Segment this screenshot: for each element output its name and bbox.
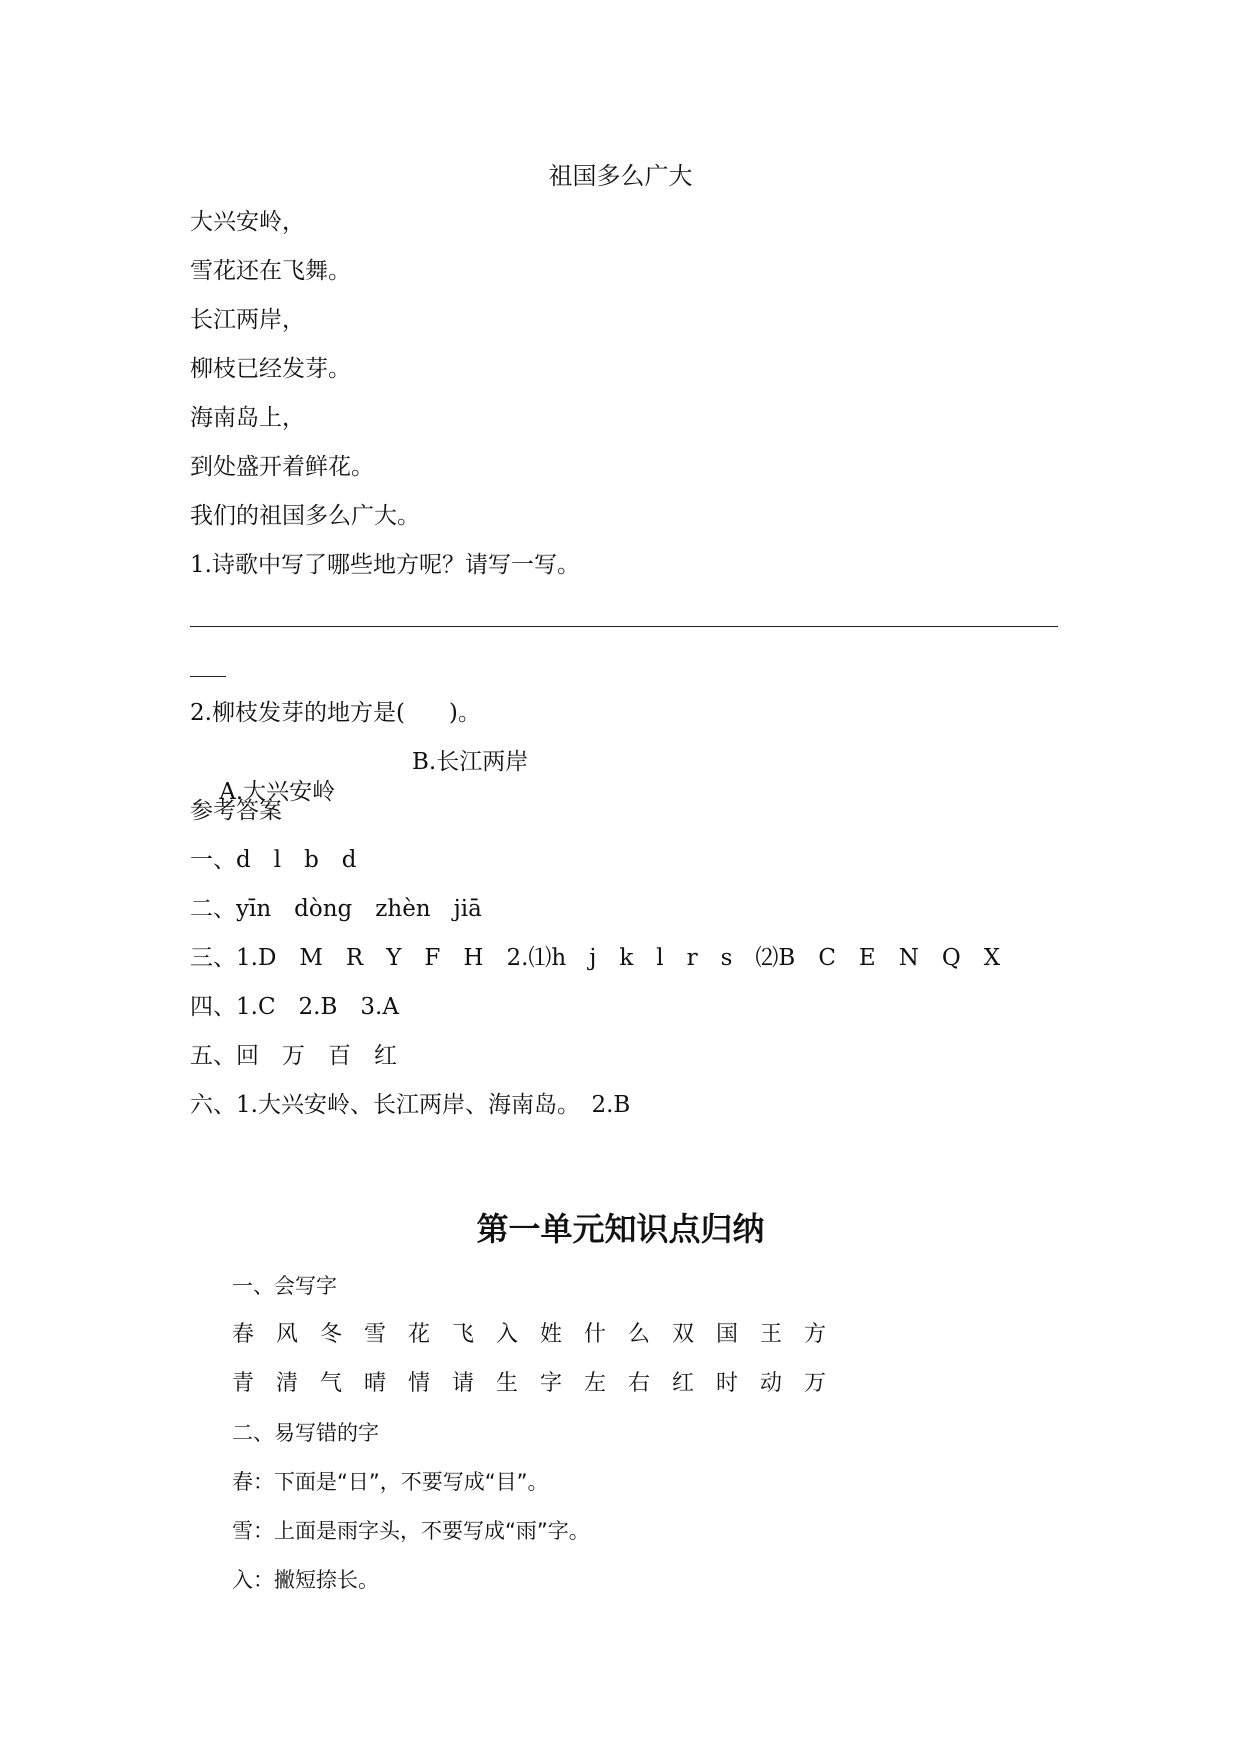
char-item: 晴 [364, 1371, 387, 1396]
answer-blank-line-end [190, 676, 226, 677]
poem-line: 海南岛上， [190, 405, 305, 431]
question-2-text: 2.柳枝发芽的地方是( [190, 700, 405, 726]
option-b: B.长江两岸 [412, 749, 529, 775]
poem-line: 长江两岸， [190, 307, 305, 333]
char-item: 情 [408, 1371, 431, 1396]
char-row-2 [232, 1369, 848, 1399]
char-item: 风 [276, 1322, 299, 1347]
char-item: 时 [716, 1371, 739, 1396]
char-item: 花 [408, 1322, 431, 1347]
char-item: 万 [804, 1371, 827, 1396]
answer-blank-line [190, 626, 1058, 627]
poem-line: 柳枝已经发芽。 [190, 356, 351, 382]
char-item: 国 [716, 1322, 739, 1347]
question-2 [190, 698, 481, 728]
question-1: 1.诗歌中写了哪些地方呢？请写一写。 [190, 552, 580, 578]
poem-line: 大兴安岭， [190, 209, 305, 235]
char-item: 右 [628, 1371, 651, 1396]
char-item: 冬 [320, 1322, 343, 1347]
char-item: 姓 [540, 1322, 563, 1347]
answers-heading: 参考答案 [190, 798, 282, 824]
char-item: 清 [276, 1371, 299, 1396]
knowledge-title: 第一单元知识点归纳 [476, 1210, 765, 1248]
poem-line: 雪花还在飞舞。 [190, 258, 351, 284]
answer-line: 五、回 万 百 红 [190, 1043, 397, 1069]
char-item: 么 [628, 1322, 651, 1347]
char-item: 红 [672, 1371, 695, 1396]
poem-line: 我们的祖国多么广大。 [190, 503, 420, 529]
mistake-note: 雪：上面是雨字头，不要写成“雨”字。 [232, 1519, 590, 1543]
poem-title: 祖国多么广大 [548, 162, 693, 190]
char-item: 请 [452, 1371, 475, 1396]
char-item: 雪 [364, 1322, 387, 1347]
question-2-end: )。 [448, 700, 481, 726]
char-item: 生 [496, 1371, 519, 1396]
char-item: 青 [232, 1371, 255, 1396]
answer-line: 三、1.D M R Y F H 2.⑴h j k l r s ⑵B C E N Q X [190, 945, 1001, 971]
answer-line: 四、1.C 2.B 3.A [190, 994, 399, 1020]
poem-line: 到处盛开着鲜花。 [190, 454, 374, 480]
char-item: 字 [540, 1371, 563, 1396]
answer-line: 六、1.大兴安岭、长江两岸、海南岛。 2.B [190, 1092, 631, 1118]
section-heading-common-mistakes: 二、易写错的字 [232, 1421, 379, 1445]
mistake-note: 春：下面是“日”，不要写成“目”。 [232, 1470, 549, 1494]
char-row-1 [232, 1320, 848, 1350]
char-item: 春 [232, 1322, 255, 1347]
answer-line: 二、yīn dòng zhèn jiā [190, 896, 482, 922]
answer-line: 一、d l b d [190, 847, 357, 873]
char-item: 飞 [452, 1322, 475, 1347]
char-item: 气 [320, 1371, 343, 1396]
section-heading-writing-chars: 一、会写字 [232, 1274, 337, 1298]
char-item: 什 [584, 1322, 607, 1347]
char-item: 左 [584, 1371, 607, 1396]
char-item: 方 [804, 1322, 827, 1347]
char-item: 双 [672, 1322, 695, 1347]
mistake-note: 入：撇短捺长。 [232, 1568, 379, 1592]
char-item: 入 [496, 1322, 519, 1347]
option-a: A.大兴安岭 [219, 779, 336, 805]
char-item: 王 [760, 1322, 783, 1347]
char-item: 动 [760, 1371, 783, 1396]
